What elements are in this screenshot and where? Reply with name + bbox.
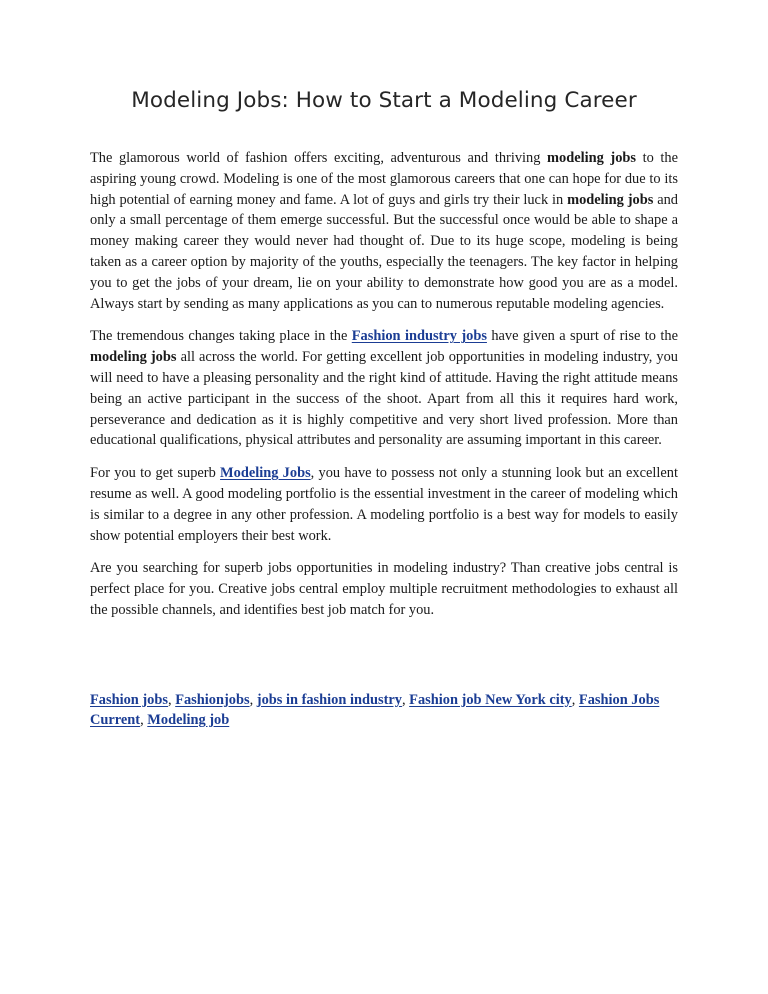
article-body xyxy=(90,148,678,621)
paragraph-4-text-1: Are you searching for superb jobs opportunities in modeling industry? Than creative jobs central is perfect place for you. Creative jobs central employ multiple recruitment methodologies to exhaust all the possible channels, and identifies best job match for you. xyxy=(90,560,678,618)
paragraph-2-text-2: have given a spurt of rise to the xyxy=(486,328,678,345)
tag-separator: , xyxy=(249,692,257,708)
paragraph-2 xyxy=(90,326,678,451)
paragraph-1-text-3: and only a small percentage of them emerge successful. But the successful once would be able to shape a money making career they would never had thought of. Due to its huge scope, modeling is being taken as a career option by majority of the youths, especially the teenagers. The key factor in helping you to get the jobs of your dream, lie on your ability to demonstrate how good you are as a model. Always start by sending as many applications as you can to numerous reputable modeling agencies. xyxy=(90,191,678,312)
fashion-industry-jobs-link[interactable]: Fashion industry jobs xyxy=(351,328,487,345)
tag-link[interactable]: Modeling job xyxy=(147,712,230,728)
paragraph-2-text-3: all across the world. For getting excellent job opportunities in modeling industry, you will need to have a pleasing personality and the right kind of attitude. Having the right attitude means being an active participant in the success of the shoot. Apart from all this it requires hard work, perseverance and dedication as it is highly competitive and very short lived profession. More than educational qualifications, physical attributes and personality are assuming important in this career. xyxy=(90,349,678,449)
tag-link[interactable]: Fashionjobs xyxy=(175,692,250,708)
tag-link[interactable]: jobs in fashion industry xyxy=(256,692,402,708)
paragraph-2-text-1: The tremendous changes taking place in the xyxy=(90,328,352,345)
paragraph-3-text-1: For you to get superb xyxy=(90,465,221,482)
keyword-modeling-jobs: modeling jobs xyxy=(547,150,636,166)
paragraph-3 xyxy=(90,463,678,546)
paragraph-1 xyxy=(90,148,678,314)
paragraph-1-text-1: The glamorous world of fashion offers exciting, adventurous and thriving xyxy=(90,150,548,166)
paragraph-3-text-2: , you have to possess not only a stunning look but an excellent resume as well. A good modeling portfolio is the essential investment in the career of modeling which is similar to a degree in any other profession. A modeling portfolio is a best way for models to easily show potential employers their best work. xyxy=(90,465,678,544)
page-title: Modeling Jobs: How to Start a Modeling Career xyxy=(131,88,637,113)
tag-links xyxy=(90,690,678,730)
tag-separator: , xyxy=(571,692,579,708)
tag-link[interactable]: Fashion job New York city xyxy=(409,692,572,708)
tag-link[interactable]: Fashion Jobs Current xyxy=(90,692,660,728)
tag-separator: , xyxy=(167,692,176,708)
keyword-modeling-jobs: modeling jobs xyxy=(90,349,177,366)
keyword-modeling-jobs: modeling jobs xyxy=(567,191,654,208)
tag-link[interactable]: Fashion jobs xyxy=(90,692,168,708)
tag-separator: , xyxy=(401,692,410,708)
paragraph-4 xyxy=(90,558,678,620)
tag-separator: , xyxy=(140,712,148,728)
paragraph-1-text-2: to the aspiring young crowd. Modeling is one of the most glamorous careers that one can hope for due to its high potential of earning money and fame. A lot of guys and girls try their luck in xyxy=(90,150,678,208)
modeling-jobs-link[interactable]: Modeling Jobs xyxy=(220,465,311,482)
